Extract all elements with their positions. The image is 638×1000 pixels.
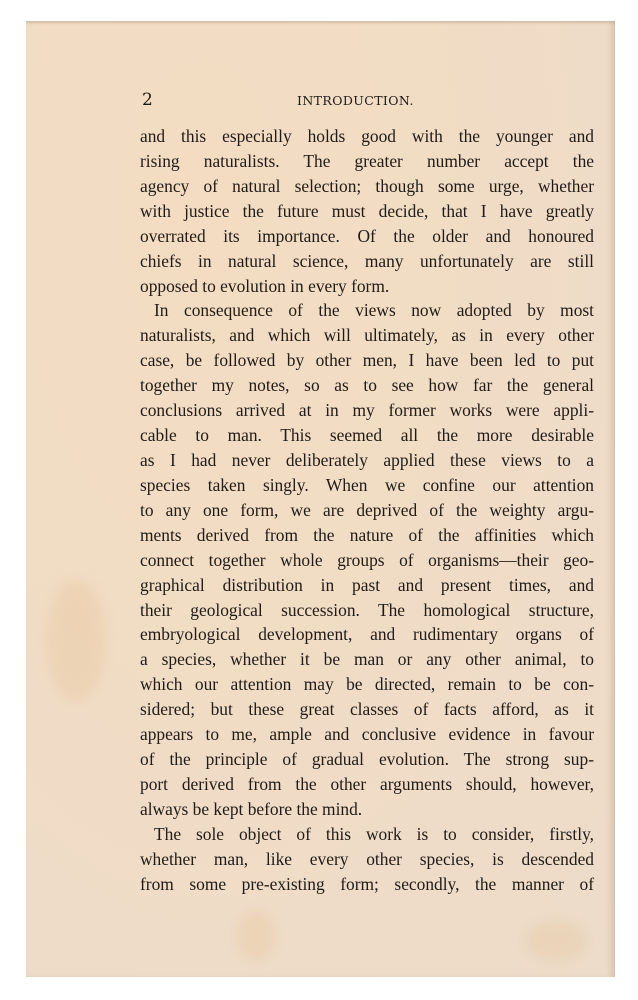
text-line: overrated its importance. Of the older and honoured bbox=[140, 225, 594, 246]
text-line: to any one form, we are deprived of the weighty argu- bbox=[140, 499, 594, 520]
page-header bbox=[142, 90, 594, 110]
text-line: conclusions arrived at in my former works were appli- bbox=[140, 400, 594, 421]
text-line: their geological succession. The homological structure, bbox=[140, 599, 594, 620]
text-line: of the principle of gradual evolution. The strong sup- bbox=[140, 749, 594, 770]
text-line: cable to man. This seemed all the more desirable bbox=[140, 425, 594, 446]
text-line: connect together whole groups of organisms—their geo- bbox=[140, 549, 594, 570]
text-line: opposed to evolution in every form. bbox=[140, 275, 390, 296]
text-line: appears to me, ample and conclusive evidence in favour bbox=[140, 724, 594, 745]
text-line: ments derived from the nature of the affinities which bbox=[140, 524, 594, 545]
text-line: together my notes, so as to see how far the general bbox=[140, 375, 594, 396]
text-line: The sole object of this work is to consider, firstly, bbox=[154, 823, 594, 844]
text-line: port derived from the other arguments should, however, bbox=[140, 773, 594, 794]
foxing-stain bbox=[526, 921, 586, 961]
text-line: which our attention may be directed, remain to be con- bbox=[140, 674, 594, 695]
text-line: rising naturalists. The greater number accept the bbox=[140, 150, 594, 171]
text-line: a species, whether it be man or any other animal, to bbox=[140, 649, 594, 670]
text-line: agency of natural selection; though some urge, whether bbox=[140, 175, 594, 196]
text-line: with justice the future must decide, that I have greatly bbox=[140, 200, 594, 221]
text-line: naturalists, and which will ultimately, as in every other bbox=[140, 325, 594, 346]
text-line: whether man, like every other species, is descended bbox=[140, 848, 594, 869]
running-head: INTRODUCTION. bbox=[297, 93, 414, 108]
book-page bbox=[26, 21, 615, 977]
page-number: 2 bbox=[142, 90, 153, 110]
text-line: and this especially holds good with the younger and bbox=[140, 126, 594, 146]
foxing-stain bbox=[236, 911, 276, 961]
text-line: always be kept before the mind. bbox=[140, 798, 363, 819]
text-line: In consequence of the views now adopted by most bbox=[154, 300, 594, 321]
text-line: chiefs in natural science, many unfortunately are still bbox=[140, 250, 594, 271]
text-line: from some pre-existing form; secondly, the manner of bbox=[140, 873, 594, 894]
text-line: sidered; but these great classes of facts afford, as it bbox=[140, 699, 594, 720]
text-line: as I had never deliberately applied these views to a bbox=[140, 449, 594, 470]
foxing-stain bbox=[46, 581, 106, 701]
body-text bbox=[140, 124, 594, 897]
text-line: embryological development, and rudimentary organs of bbox=[140, 624, 594, 645]
text-line: graphical distribution in past and present times, and bbox=[140, 574, 594, 595]
text-line: species taken singly. When we confine our attention bbox=[140, 474, 594, 495]
text-line: case, be followed by other men, I have been led to put bbox=[140, 350, 594, 371]
